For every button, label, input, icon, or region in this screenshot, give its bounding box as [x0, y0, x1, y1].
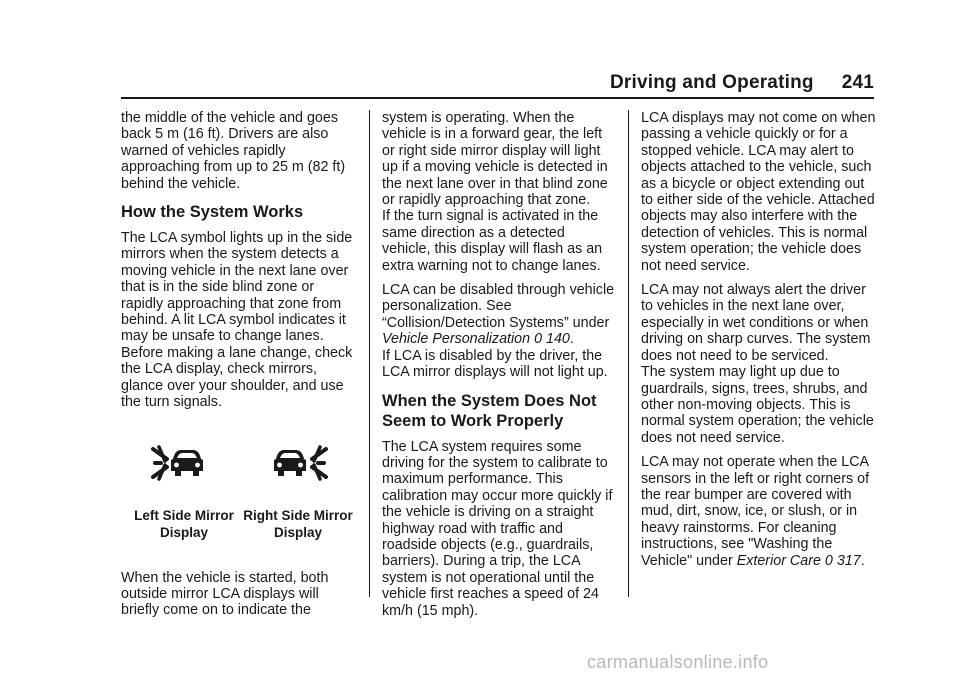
section-title: Driving and Operating — [609, 72, 814, 93]
paragraph: If LCA is disabled by the driver, the LCA mirror displays will not light up. — [382, 347, 608, 381]
watermark: carmanualsonline.info — [587, 652, 769, 672]
column-1 — [121, 110, 356, 627]
page-reference[interactable]: 0 140 — [534, 331, 570, 348]
link-text[interactable]: Vehicle Personalization — [382, 331, 531, 348]
page-header — [610, 72, 874, 94]
heading-how-system-works: How the System Works — [121, 203, 304, 222]
figure-caption-left: Left Side Mirror Display — [134, 507, 234, 540]
cross-reference-link[interactable] — [382, 331, 570, 347]
column-2 — [382, 110, 617, 627]
paragraph: LCA may not always alert the driver to vehicles in the next lane over, especially in wet conditions or when driving on sharp curves. The system does not need to be serviced. — [641, 282, 871, 364]
page-reference[interactable]: 0 317 — [824, 552, 861, 569]
lca-right-mirror-icon — [268, 445, 328, 481]
paragraph: The LCA system requires some driving for the system to calibrate to maximum performance. This calibration may occur more quickly if the vehicle is driving on a straight highway road with traffic and roadside objects (e.g., guardrails, barriers). During a trip, the LCA system is not operational until the vehicle first reaches a speed of 24 km/h (15 mph). — [382, 438, 613, 619]
paragraph: the middle of the vehicle and goes back 5 m (16 ft). Drivers are also warned of vehicles rapidly approaching from up to 25 m (82 ft) behind the vehicle. — [121, 110, 346, 192]
figure-caption-right: Right Side Mirror Display — [243, 507, 353, 540]
paragraph: The system may light up due to guardrails, signs, trees, shrubs, and other non-moving objects. This is normal system operation; the vehicle does not need service. — [641, 364, 874, 446]
header-rule — [121, 97, 874, 99]
column-divider — [628, 110, 629, 597]
paragraph — [382, 282, 617, 348]
paragraph-text: LCA can be disabled through vehicle personalization. See “Collision/Detection Systems” under — [382, 282, 615, 331]
paragraph-text: LCA may not operate when the LCA sensors in the left or right corners of the rear bumper are covered with mud, dirt, snow, ice, or slush, or in heavy rainstorms. For cleaning instructions, see "Washing the Vehicle" under — [641, 454, 870, 569]
paragraph — [641, 454, 876, 569]
punctuation: . — [569, 331, 574, 348]
column-3 — [641, 110, 876, 577]
heading-system-not-working: When the System Does Not Seem to Work Properly — [382, 391, 597, 430]
paragraph: The LCA symbol lights up in the side mirrors when the system detects a moving vehicle in the next lane over that is in the side blind zone or rapidly approaching that zone from behind. A lit LCA symbol indicates it may be unsafe to change lanes. Before making a lane change, check the LCA display, check mirrors, glance over your shoulder, and use the turn signals. — [121, 230, 353, 411]
punctuation: . — [860, 552, 865, 569]
page-number: 241 — [841, 72, 874, 93]
link-text[interactable]: Exterior Care — [736, 552, 821, 569]
paragraph: When the vehicle is started, both outside mirror LCA displays will briefly come on to indicate the — [121, 569, 329, 619]
cross-reference-link[interactable] — [737, 553, 861, 569]
column-divider — [369, 110, 370, 597]
lca-figure — [121, 419, 356, 564]
lca-left-mirror-icon — [151, 445, 211, 481]
paragraph: If the turn signal is activated in the same direction as a detected vehicle, this display will flash as an extra warning not to change lanes. — [382, 208, 603, 274]
paragraph: LCA displays may not come on when passing a vehicle quickly or for a stopped vehicle. LCA may alert to objects attached to the vehicle, such as a bicycle or object extending out to either side of the vehicle. Attached objects may also interfere with the detection of vehicles. This is normal system operation; the vehicle does not need service. — [641, 110, 876, 274]
paragraph: system is operating. When the vehicle is in a forward gear, the left or right side mirror display will light up if a moving vehicle is detected in the next lane over in that blind zone or rapidly approaching that zone. — [382, 110, 608, 209]
